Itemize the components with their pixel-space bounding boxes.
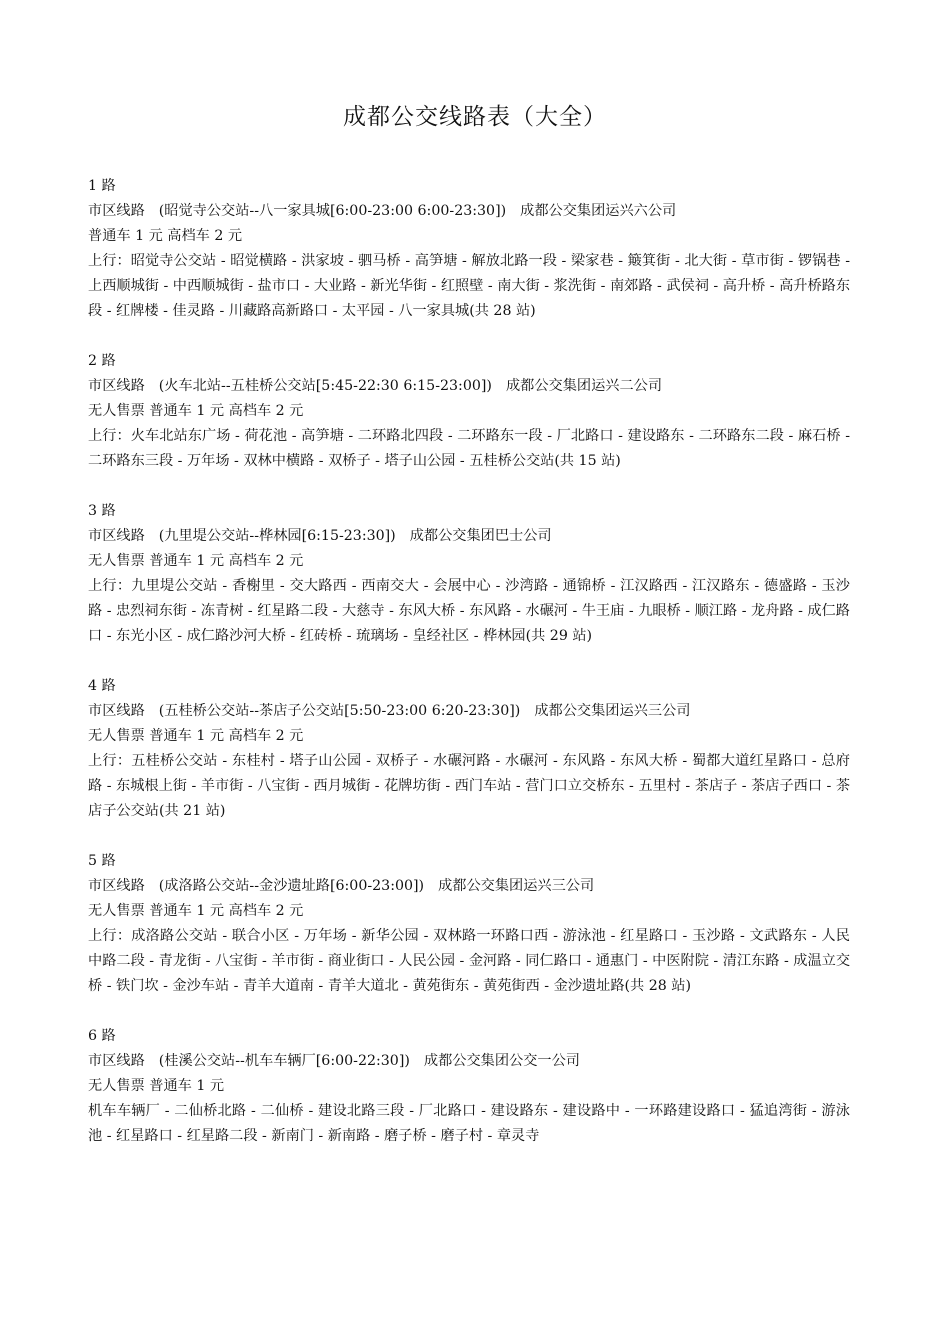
route-number: 2 路 [88, 353, 116, 369]
route-number: 1 路 [88, 178, 116, 194]
route-fare: 无人售票 普通车 1 元 高档车 2 元 [88, 553, 304, 569]
route-stops: 上行：昭觉寺公交站 - 昭觉横路 - 洪家坡 - 驷马桥 - 高笋塘 - 解放北路一段 - 梁家巷 - 簸箕街 - 北大街 - 草市街 - 锣锅巷 - 上西顺城街 - 中西顺城街 - 盐市口 - 大业路 - 新光华街 - 红照壁 - 南大街 - 浆洗街 - 南郊路 - 武侯祠 - 高升桥 - 高升桥路东段 - 红牌楼 - 佳灵路 - 川藏路高新路口 - 太平园 - 八一家具城(共 28 站) [88, 253, 851, 319]
route-company: 成都公交集团运兴三公司 [534, 703, 691, 719]
route-1 [88, 174, 850, 324]
route-company: 成都公交集团运兴三公司 [438, 878, 595, 894]
route-type: 市区线路 [88, 1053, 145, 1069]
route-span: (成洛路公交站--金沙遗址路[6:00-23:00]) [158, 878, 425, 894]
route-type: 市区线路 [88, 703, 145, 719]
route-stops: 上行：火车北站东广场 - 荷花池 - 高笋塘 - 二环路北四段 - 二环路东一段 - 厂北路口 - 建设路东 - 二环路东二段 - 麻石桥 - 二环路东三段 - 万年场 - 双林中横路 - 双桥子 - 塔子山公园 - 五桂桥公交站(共 15 站) [88, 428, 850, 469]
route-company: 成都公交集团运兴二公司 [505, 378, 663, 394]
route-fare: 普通车 1 元 高档车 2 元 [88, 228, 243, 244]
route-number: 4 路 [88, 678, 116, 694]
route-info [88, 374, 850, 399]
route-span: (桂溪公交站--机车车辆厂[6:00-22:30]) [158, 1053, 410, 1069]
route-type: 市区线路 [88, 878, 145, 894]
route-stops: 机车车辆厂 - 二仙桥北路 - 二仙桥 - 建设北路三段 - 厂北路口 - 建设路东 - 建设路中 - 一环路建设路口 - 猛追湾街 - 游泳池 - 红星路口 - 红星路二段 - 新南门 - 新南路 - 磨子桥 - 磨子村 - 章灵寺 [88, 1103, 850, 1144]
route-type: 市区线路 [88, 378, 145, 394]
route-info [88, 199, 850, 224]
route-company: 成都公交集团运兴六公司 [520, 203, 677, 219]
route-fare: 无人售票 普通车 1 元 高档车 2 元 [88, 403, 304, 419]
route-company: 成都公交集团公交一公司 [423, 1053, 580, 1069]
route-6 [88, 1024, 850, 1149]
route-stops: 上行：九里堤公交站 - 香榭里 - 交大路西 - 西南交大 - 会展中心 - 沙湾路 - 通锦桥 - 江汉路西 - 江汉路东 - 德盛路 - 玉沙路 - 忠烈祠东街 - 冻青树 - 红星路二段 - 大慈寺 - 东风大桥 - 东风路 - 水碾河 - 牛王庙 - 九眼桥 - 顺江路 - 龙舟路 - 成仁路口 - 东光小区 - 成仁路沙河大桥 - 红砖桥 - 琉璃场 - 皇经社区 - 桦林园(共 29 站) [88, 578, 850, 644]
route-type: 市区线路 [88, 528, 145, 544]
route-fare: 无人售票 普通车 1 元 [88, 1078, 225, 1094]
route-4 [88, 674, 850, 824]
route-type: 市区线路 [88, 203, 145, 219]
route-company: 成都公交集团巴士公司 [409, 528, 552, 544]
route-5 [88, 849, 850, 999]
route-stops: 上行：成洛路公交站 - 联合小区 - 万年场 - 新华公园 - 双林路一环路口西 - 游泳池 - 红星路口 - 玉沙路 - 文武路东 - 人民中路二段 - 青龙街 - 八宝街 - 羊市街 - 商业街口 - 人民公园 - 金河路 - 同仁路口 - 通惠门 - 中医附院 - 清江东路 - 成温立交桥 - 铁门坎 - 金沙车站 - 青羊大道南 - 青羊大道北 - 黄苑街东 - 黄苑街西 - 金沙遗址路(共 28 站) [88, 928, 851, 994]
route-info [88, 524, 850, 549]
route-span: (五桂桥公交站--茶店子公交站[5:50-23:00 6:20-23:30]) [158, 703, 521, 719]
route-fare: 无人售票 普通车 1 元 高档车 2 元 [88, 728, 304, 744]
route-span: (昭觉寺公交站--八一家具城[6:00-23:00 6:00-23:30]) [158, 203, 507, 219]
route-info [88, 874, 850, 899]
route-stops: 上行：五桂桥公交站 - 东桂村 - 塔子山公园 - 双桥子 - 水碾河路 - 水碾河 - 东风路 - 东风大桥 - 蜀都大道红星路口 - 总府路 - 东城根上街 - 羊市街 - 八宝街 - 西月城街 - 花牌坊街 - 西门车站 - 营门口立交桥东 - 五里村 - 茶店子 - 茶店子西口 - 茶店子公交站(共 21 站) [88, 753, 851, 819]
route-span: (九里堤公交站--桦林园[6:15-23:30]) [158, 528, 396, 544]
document-title: 成都公交线路表（大全） [343, 104, 607, 130]
route-2 [88, 349, 850, 474]
route-number: 3 路 [88, 503, 116, 519]
route-list [88, 174, 850, 1174]
route-fare: 无人售票 普通车 1 元 高档车 2 元 [88, 903, 304, 919]
route-3 [88, 499, 850, 649]
route-number: 6 路 [88, 1028, 116, 1044]
route-number: 5 路 [88, 853, 116, 869]
route-info [88, 699, 850, 724]
route-info [88, 1049, 850, 1074]
route-span: (火车北站--五桂桥公交站[5:45-22:30 6:15-23:00]) [158, 378, 492, 394]
